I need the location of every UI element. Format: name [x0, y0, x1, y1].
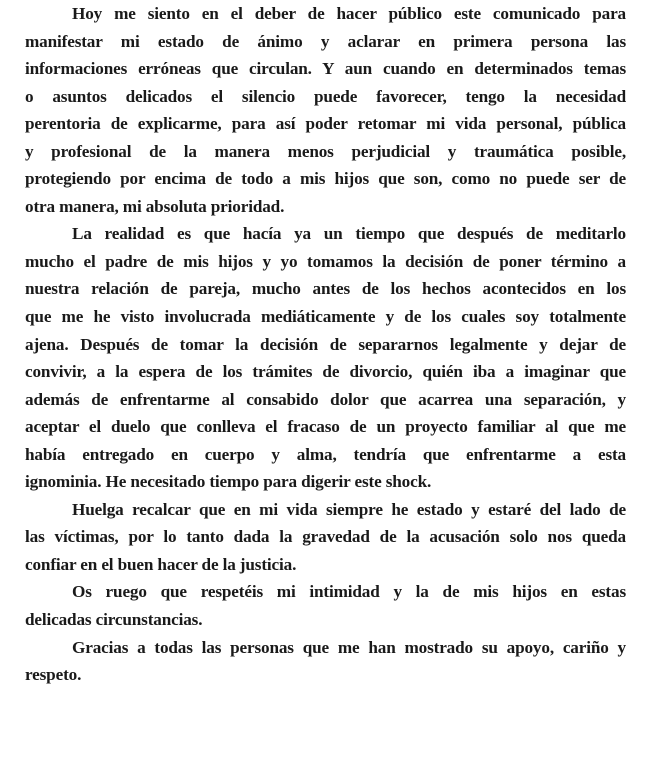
text-line: ignominia. He necesitado tiempo para digerir este shock. [25, 472, 432, 492]
statement-document [25, 0, 626, 689]
text-line: Gracias a todas las personas que me han mostrado su apoyo, cariño y [72, 637, 626, 657]
paragraph-victims [25, 496, 626, 579]
text-line: Huelga recalcar que en mi vida siempre he estado y estaré del lado de [72, 499, 626, 519]
text-line: Os ruego que respetéis mi intimidad y la de mis hijos en estas [72, 582, 626, 602]
text-line: nuestra relación de pareja, mucho antes de los hechos acontecidos en los [25, 279, 626, 299]
text-line: informaciones erróneas que circulan. Y aun cuando en determinados temas [25, 59, 626, 79]
text-line: otra manera, mi absoluta prioridad. [25, 196, 285, 216]
text-line: manifestar mi estado de ánimo y aclarar en primera persona las [25, 31, 626, 51]
paragraph-intro [25, 0, 626, 220]
text-line: y profesional de la manera menos perjudicial y traumática posible, [25, 141, 626, 161]
text-line: delicadas circunstancias. [25, 610, 203, 630]
text-line: aceptar el duelo que conlleva el fracaso de un proyecto familiar al que me [25, 417, 626, 437]
text-line: convivir, a la espera de los trámites de divorcio, quién iba a imaginar que [25, 362, 626, 382]
paragraph-thanks [25, 634, 626, 689]
text-line: mucho el padre de mis hijos y yo tomamos la decisión de poner término a [25, 251, 626, 271]
text-line: respeto. [25, 665, 82, 685]
text-line: que me he visto involucrada mediáticamente y de los cuales soy totalmente [25, 307, 626, 327]
text-line: protegiendo por encima de todo a mis hijos que son, como no puede ser de [25, 169, 626, 189]
text-line: Hoy me siento en el deber de hacer público este comunicado para [72, 4, 626, 23]
paragraph-separation [25, 220, 626, 495]
text-line: confiar en el buen hacer de la justicia. [25, 554, 297, 574]
text-line: había entregado en cuerpo y alma, tendría que enfrentarme a esta [25, 444, 626, 464]
text-line: las víctimas, por lo tanto dada la gravedad de la acusación solo nos queda [25, 527, 626, 547]
text-line: o asuntos delicados el silencio puede favorecer, tengo la necesidad [25, 86, 626, 106]
text-line: ajena. Después de tomar la decisión de separarnos legalmente y dejar de [25, 334, 626, 354]
text-line: La realidad es que hacía ya un tiempo que después de meditarlo [72, 224, 626, 244]
paragraph-privacy [25, 578, 626, 633]
text-line: además de enfrentarme al consabido dolor que acarrea una separación, y [25, 389, 626, 409]
text-line: perentoria de explicarme, para así poder retomar mi vida personal, pública [25, 114, 626, 134]
